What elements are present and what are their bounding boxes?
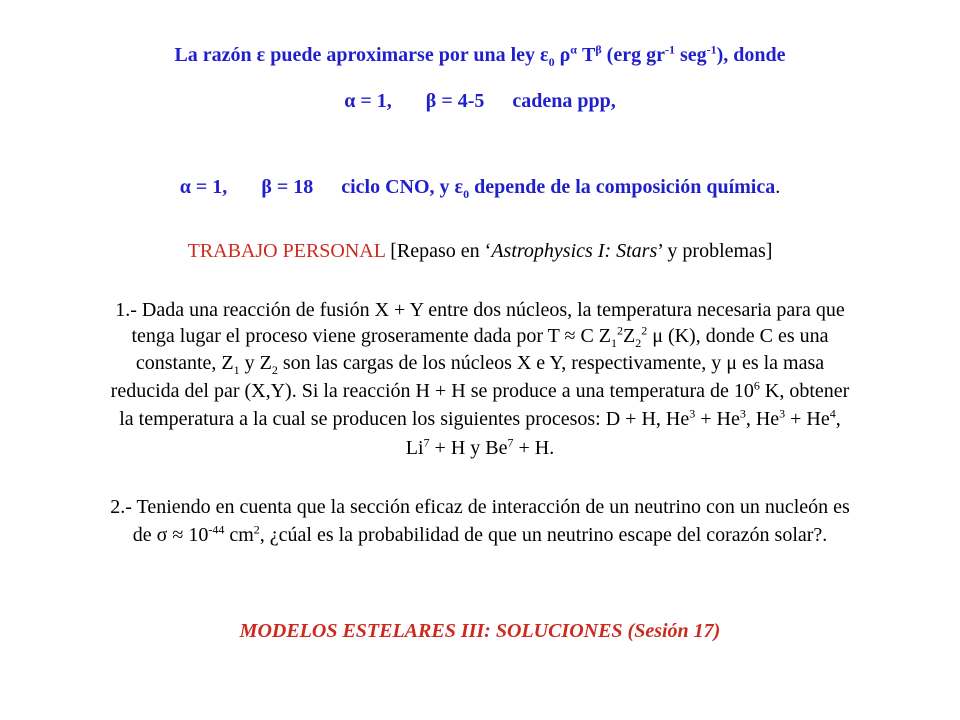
- subscript: 1: [611, 336, 618, 350]
- problem-text: μ (K), donde C es una: [647, 325, 829, 347]
- intro-text: seg: [674, 44, 707, 66]
- beta-value: β = 4-5: [425, 90, 485, 112]
- alpha-value: α = 1,: [179, 176, 228, 198]
- superscript: 2: [617, 323, 624, 338]
- superscript: 3: [739, 406, 746, 421]
- superscript: -44: [208, 522, 225, 537]
- superscript: 3: [779, 406, 786, 421]
- superscript: 4: [829, 406, 836, 421]
- problem-text: K, obtener: [759, 380, 850, 402]
- superscript: 6: [753, 378, 760, 393]
- problem-text: 2.- Teniendo en cuenta que la sección eficaz de interacción de un neutrino con un nucleón es: [110, 496, 850, 518]
- subscript: 2: [271, 363, 278, 377]
- problem2-line-2: [0, 524, 960, 547]
- chain-label: cadena ppp,: [512, 90, 616, 112]
- problem-text: son las cargas de los núcleos X e Y, respectivamente, y μ es la masa: [277, 352, 825, 374]
- trabajo-heading: [0, 240, 960, 263]
- cycle-label: ciclo CNO, y ε: [341, 176, 464, 198]
- subscript: 0: [548, 55, 555, 69]
- superscript: 2: [641, 323, 648, 338]
- problem1-line-2: [0, 325, 960, 348]
- alpha-value: α = 1,: [344, 90, 392, 112]
- intro-text: La razón: [174, 44, 257, 66]
- subscript: 0: [463, 187, 470, 201]
- intro-text: puede aproximarse por una ley: [265, 44, 541, 66]
- problem-text: Z: [623, 325, 636, 347]
- subscript: 2: [635, 336, 642, 350]
- problem-text: y Z: [239, 352, 272, 374]
- superscript: 7: [423, 435, 430, 450]
- problem-text: la temperatura a la cual se producen los siguientes procesos: D + H, He: [119, 408, 690, 430]
- problem-text: + H.: [513, 437, 555, 459]
- rho-symbol: ρ: [554, 44, 571, 66]
- temperature-symbol: T: [577, 44, 596, 66]
- intro-line-3: [0, 176, 960, 199]
- problem-text: Li: [405, 437, 424, 459]
- problem1-line-3: [0, 352, 960, 375]
- superscript: -1: [706, 42, 717, 57]
- subscript: 1: [233, 363, 240, 377]
- superscript: 2: [253, 522, 260, 537]
- superscript: 7: [507, 435, 514, 450]
- trabajo-text: ’ y problemas]: [657, 240, 773, 262]
- footer-title: MODELOS ESTELARES III: SOLUCIONES (Sesión 17): [239, 620, 721, 642]
- problem1-line-5: [0, 408, 960, 431]
- trabajo-title: TRABAJO PERSONAL: [187, 240, 386, 262]
- problem-text: constante, Z: [135, 352, 234, 374]
- intro-line-2: [0, 90, 960, 113]
- problem-text: + He: [695, 408, 740, 430]
- intro-line-1: [0, 44, 960, 67]
- superscript: -1: [664, 42, 675, 57]
- problem-text: reducida del par (X,Y). Si la reacción H + H se produce a una temperatura de 10: [110, 380, 754, 402]
- intro-text: ), donde: [716, 44, 786, 66]
- problem1-line-4: [0, 380, 960, 403]
- problem-text: tenga lugar el proceso viene groseramente dada por T ≈ C Z: [131, 325, 612, 347]
- problem1-line-1: [0, 299, 960, 322]
- problem1-line-6: [0, 437, 960, 460]
- superscript: α: [570, 42, 577, 57]
- problem-text: + He: [785, 408, 830, 430]
- problem-text: + H y Be: [429, 437, 508, 459]
- problem-text: , He: [745, 408, 780, 430]
- problem-text: , ¿cúal es la probabilidad de que un neutrino escape del corazón solar?.: [259, 524, 828, 546]
- problem-text: ,: [835, 408, 841, 430]
- epsilon-symbol: ε: [256, 44, 266, 66]
- problem-text: de σ ≈ 10: [132, 524, 209, 546]
- intro-text: (erg gr: [601, 44, 665, 66]
- superscript: β: [595, 42, 602, 57]
- superscript: 3: [689, 406, 696, 421]
- epsilon-symbol: ε: [540, 44, 549, 66]
- book-title: Astrophysics I: Stars: [491, 240, 658, 262]
- intro-text: depende de la composición química: [469, 176, 776, 198]
- problem-text: 1.- Dada una reacción de fusión X + Y entre dos núcleos, la temperatura necesaria para que: [115, 299, 845, 321]
- trabajo-text: [Repaso en ‘: [385, 240, 492, 262]
- problem2-line-1: [0, 496, 960, 519]
- problem-text: cm: [224, 524, 254, 546]
- period: .: [775, 176, 781, 198]
- beta-value: β = 18: [261, 176, 314, 198]
